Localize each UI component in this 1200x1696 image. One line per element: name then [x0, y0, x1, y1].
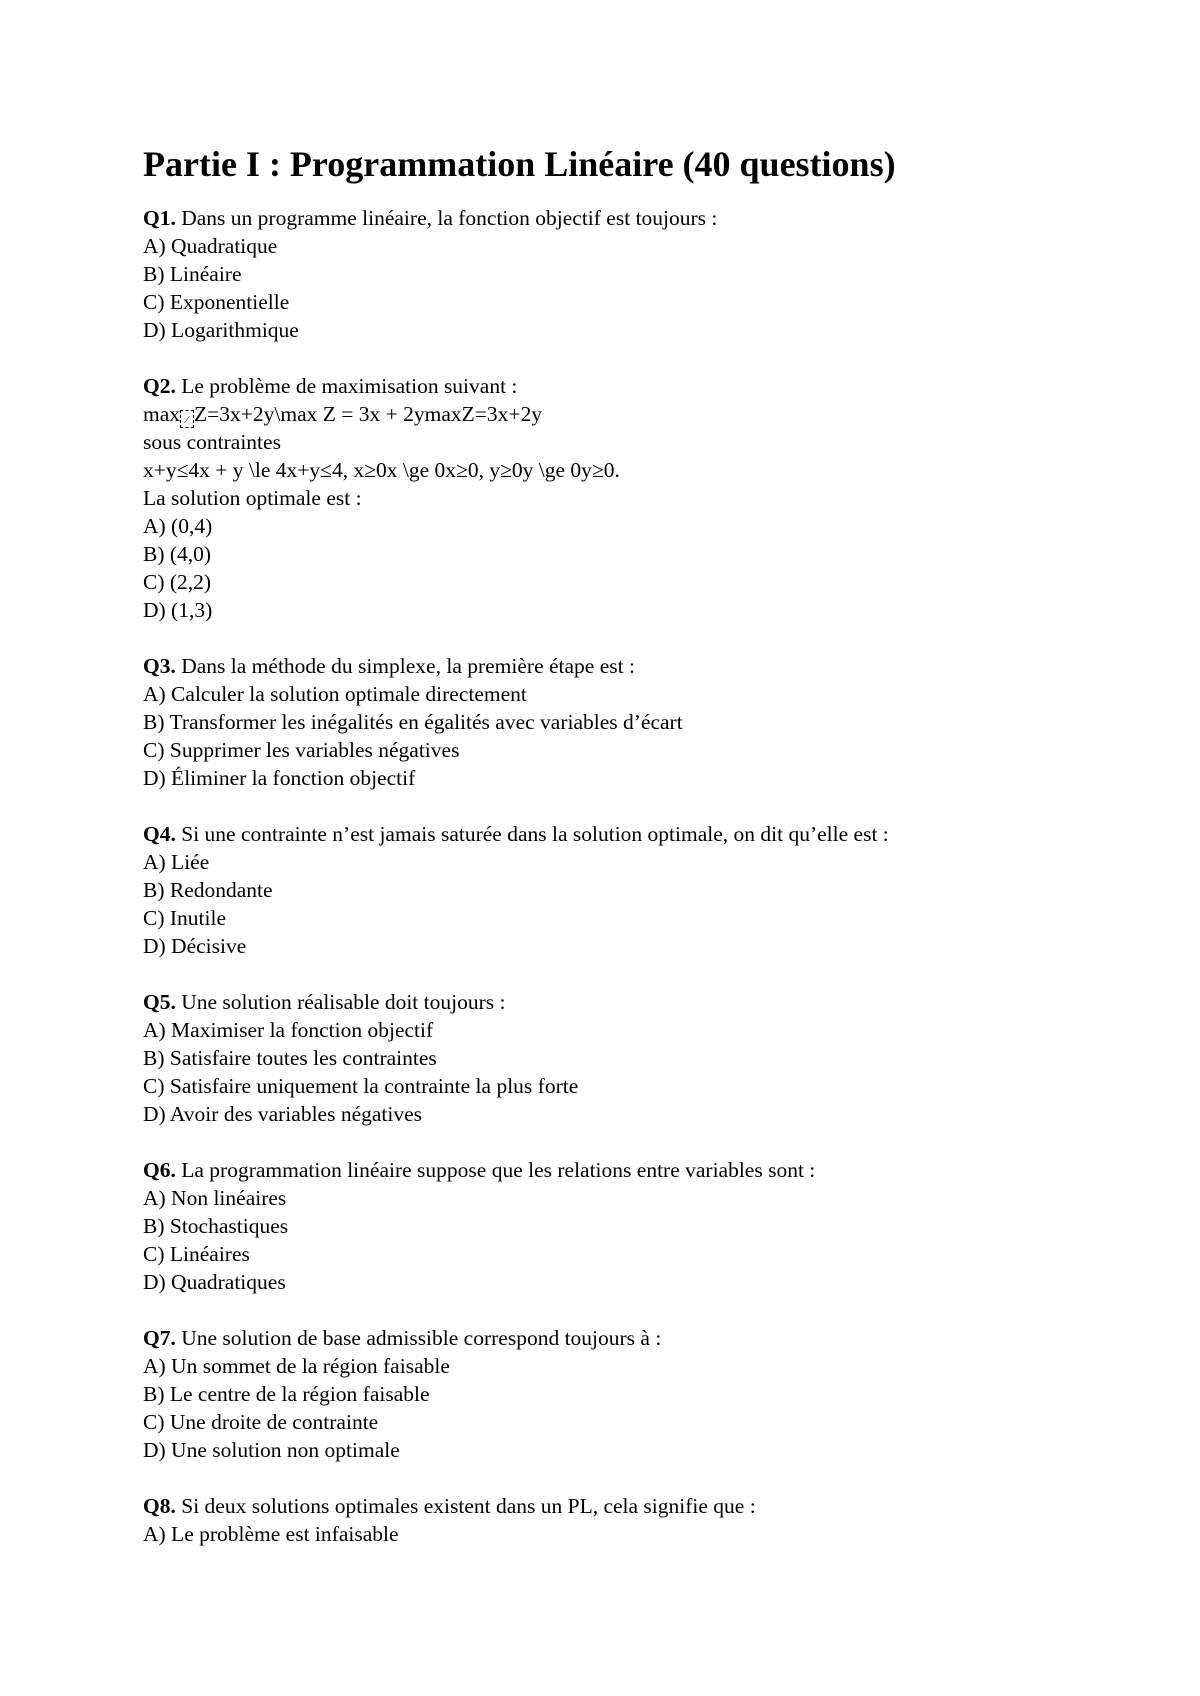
constraints-formula: x+y≤4x + y \le 4x+y≤4, x≥0x \ge 0x≥0, y≥0y \ge 0y≥0. [143, 458, 620, 482]
question-q5 [143, 988, 1143, 1128]
objective-formula [143, 400, 1143, 428]
missing-glyph-icon: ⁄ [180, 410, 194, 428]
question-number: Q3. [143, 654, 176, 678]
answer-option: B) Le centre de la région faisable [143, 1382, 430, 1406]
answer-option: D) Avoir des variables négatives [143, 1102, 423, 1126]
question-prompt: La solution optimale est : [143, 486, 362, 510]
question-text: Si deux solutions optimales existent dans un PL, cela signifie que : [175, 1494, 756, 1518]
answer-option: A) Liée [143, 850, 210, 874]
answer-option: C) Satisfaire uniquement la contrainte la plus forte [143, 1074, 579, 1098]
answer-option: A) Le problème est infaisable [143, 1522, 399, 1546]
answer-option: A) Maximiser la fonction objectif [143, 1018, 434, 1042]
question-q3 [143, 652, 1143, 792]
answer-option: D) Quadratiques [143, 1270, 286, 1294]
question-text: Si une contrainte n’est jamais saturée dans la solution optimale, on dit qu’elle est : [175, 822, 889, 846]
answer-option: C) Inutile [143, 906, 226, 930]
answer-option: C) Une droite de contrainte [143, 1410, 379, 1434]
question-text: Une solution de base admissible correspond toujours à : [175, 1326, 662, 1350]
answer-option: A) Quadratique [143, 234, 278, 258]
answer-option: C) (2,2) [143, 570, 212, 594]
answer-option: B) Satisfaire toutes les contraintes [143, 1046, 437, 1070]
question-text: Dans la méthode du simplexe, la première étape est : [175, 654, 635, 678]
question-number: Q6. [143, 1158, 176, 1182]
formula-body: Z=3x+2y\max Z = 3x + 2ymaxZ=3x+2y [194, 402, 543, 426]
answer-option: A) Calculer la solution optimale directement [143, 682, 527, 706]
answer-option: A) Non linéaires [143, 1186, 287, 1210]
question-q6 [143, 1156, 1143, 1296]
question-stem [143, 1324, 1143, 1352]
answer-option: D) Éliminer la fonction objectif [143, 766, 416, 790]
question-number: Q2. [143, 374, 176, 398]
question-q4 [143, 820, 1143, 960]
question-text: Une solution réalisable doit toujours : [175, 990, 506, 1014]
question-number: Q5. [143, 990, 176, 1014]
answer-option: B) Redondante [143, 878, 273, 902]
question-stem [143, 988, 1143, 1016]
question-text: Dans un programme linéaire, la fonction objectif est toujours : [175, 206, 718, 230]
answer-option: B) Stochastiques [143, 1214, 289, 1238]
document-page [143, 140, 1143, 1576]
question-text: Le problème de maximisation suivant : [175, 374, 518, 398]
question-stem [143, 652, 1143, 680]
question-stem [143, 1492, 1143, 1520]
question-number: Q4. [143, 822, 176, 846]
answer-option: C) Exponentielle [143, 290, 290, 314]
question-stem [143, 372, 1143, 400]
constraints-label: sous contraintes [143, 430, 281, 454]
question-text: La programmation linéaire suppose que les relations entre variables sont : [175, 1158, 816, 1182]
answer-option: D) Une solution non optimale [143, 1438, 400, 1462]
question-number: Q7. [143, 1326, 176, 1350]
question-number: Q1. [143, 206, 176, 230]
question-q8 [143, 1492, 1143, 1548]
question-q2 [143, 372, 1143, 624]
question-stem [143, 820, 1143, 848]
answer-option: A) Un sommet de la région faisable [143, 1354, 450, 1378]
page-title: Partie I : Programmation Linéaire (40 questions) [143, 144, 896, 184]
answer-option: D) Logarithmique [143, 318, 299, 342]
question-stem [143, 204, 1143, 232]
answer-option: B) Transformer les inégalités en égalités avec variables d’écart [143, 710, 683, 734]
question-q1 [143, 204, 1143, 344]
formula-prefix: max [143, 402, 181, 426]
answer-option: C) Linéaires [143, 1242, 250, 1266]
question-q7 [143, 1324, 1143, 1464]
answer-option: B) Linéaire [143, 262, 242, 286]
answer-option: C) Supprimer les variables négatives [143, 738, 460, 762]
answer-option: D) (1,3) [143, 598, 213, 622]
answer-option: D) Décisive [143, 934, 247, 958]
question-number: Q8. [143, 1494, 176, 1518]
answer-option: A) (0,4) [143, 514, 213, 538]
question-stem [143, 1156, 1143, 1184]
answer-option: B) (4,0) [143, 542, 212, 566]
